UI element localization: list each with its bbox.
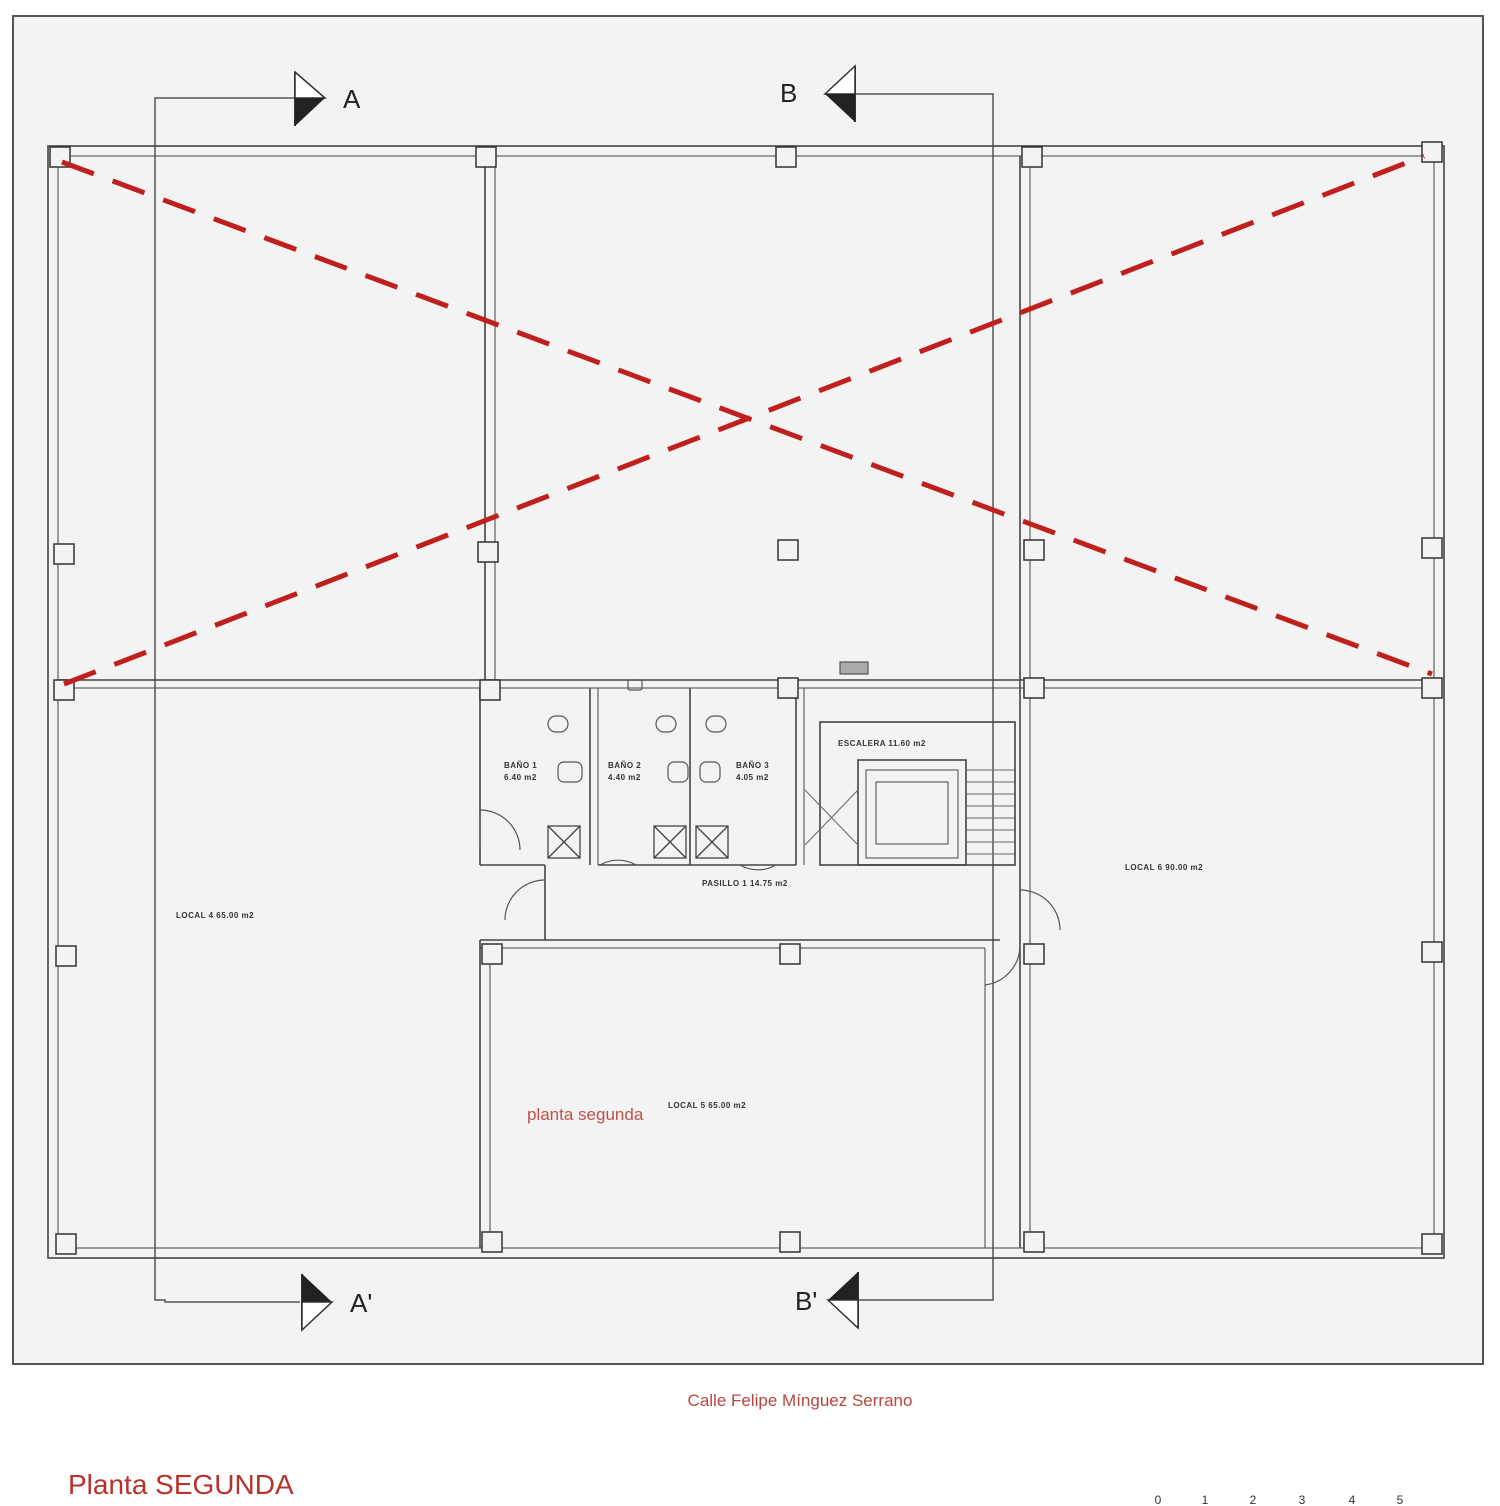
room-label-bano-2: BAÑO 2 <box>608 761 642 770</box>
plan-title: Planta SEGUNDA <box>68 1469 294 1500</box>
room-label-pasillo: PASILLO 1 14.75 m2 <box>702 879 788 888</box>
room-area-bano-3: 4.05 m2 <box>736 773 769 782</box>
scale-tick-3: 3 <box>1298 1493 1306 1506</box>
graphic-scale <box>1155 1493 1404 1506</box>
room-label-local-5: LOCAL 5 65.00 m2 <box>668 1101 747 1110</box>
drawing-frame <box>13 16 1483 1364</box>
section-label-a-prime: A' <box>350 1288 373 1318</box>
room-label-local-6: LOCAL 6 90.00 m2 <box>1125 863 1204 872</box>
room-area-bano-2: 4.40 m2 <box>608 773 641 782</box>
section-label-a: A <box>343 84 361 114</box>
room-area-bano-1: 6.40 m2 <box>504 773 537 782</box>
scale-tick-5: 5 <box>1396 1493 1404 1506</box>
scale-tick-0: 0 <box>1154 1493 1162 1506</box>
scale-tick-4: 4 <box>1348 1493 1356 1506</box>
scale-tick-1: 1 <box>1201 1493 1209 1506</box>
street-name: Calle Felipe Mínguez Serrano <box>687 1391 913 1410</box>
scale-tick-2: 2 <box>1249 1493 1257 1506</box>
room-label-local-4: LOCAL 4 65.00 m2 <box>176 911 255 920</box>
section-label-b: B <box>780 78 798 108</box>
room-label-bano-1: BAÑO 1 <box>504 761 538 770</box>
plan-annotation: planta segunda <box>527 1105 644 1124</box>
room-label-bano-3: BAÑO 3 <box>736 761 770 770</box>
section-label-b-prime: B' <box>795 1286 818 1316</box>
room-label-escalera: ESCALERA 11.60 m2 <box>838 739 926 748</box>
